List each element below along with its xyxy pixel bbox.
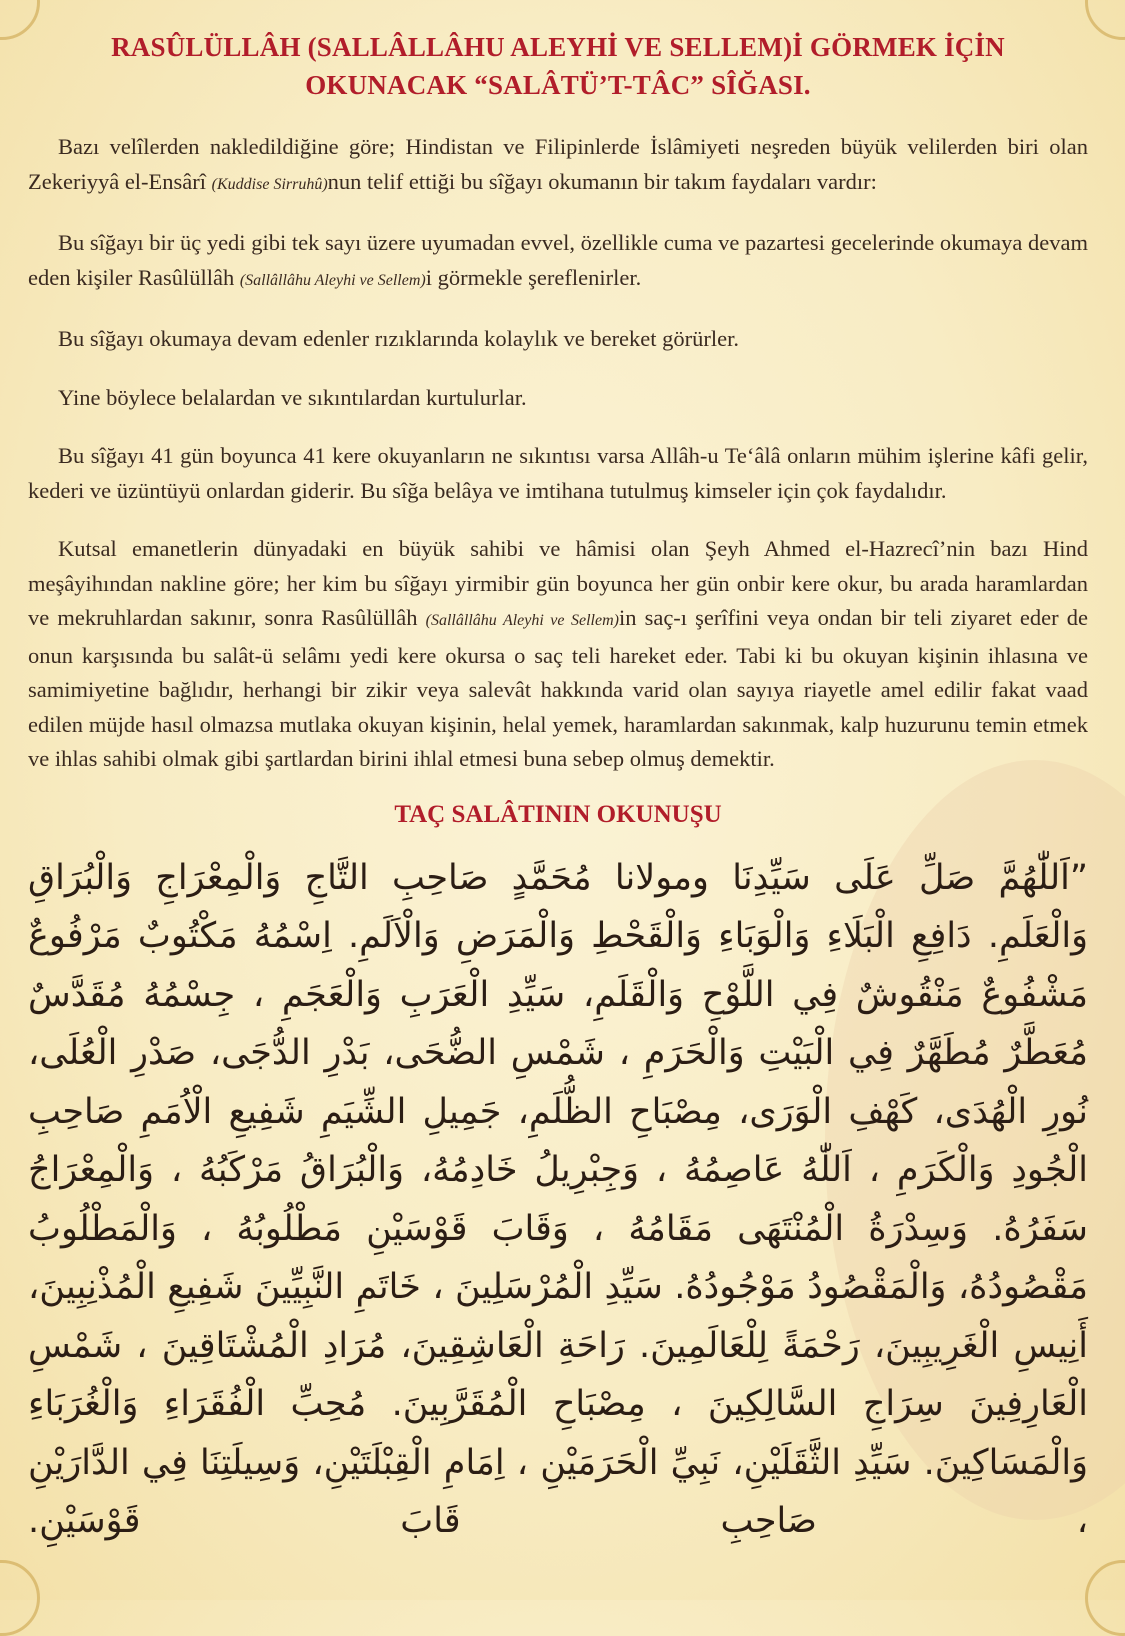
arabic-prayer-text: ”اَللّٰهُمَّ صَلِّ عَلَى سَيِّدِنَا ومولانا مُحَمَّدٍ صَاحِبِ التَّاجِ وَالْمِعْرَاجِ وَالْبُرَاقِ وَالْعَلَمِ. دَافِعِ الْبَلَاءِ وَالْوَبَاءِ وَالْقَحْطِ وَالْمَرَضِ وَالْاَلَمِ. اِسْمُهُ مَكْتُوبٌ مَرْفُوعٌ مَشْفُوعٌ مَنْقُوشٌ فِي اللَّوْحِ وَالْقَلَمِ، سَيِّدِ الْعَرَبِ وَالْعَجَمِ ، جِسْمُهُ مُقَدَّسٌ مُعَطَّرٌ مُطَهَّرٌ فِي الْبَيْتِ وَالْحَرَمِ ، شَمْسِ الضُّحَى، بَدْرِ الدُّجَى، صَدْرِ الْعُلَى، نُورِ الْهُدَى، كَهْفِ الْوَرَى، مِصْبَاحِ الظُّلَمِ، جَمِيلِ الشِّيَمِ شَفِيعِ الْاُمَمِ صَاحِبِ الْجُودِ وَالْكَرَمِ ، اَللّٰهُ عَاصِمُهُ ، وَجِبْرِيلُ خَادِمُهُ، وَالْبُرَاقُ مَرْكَبُهُ ، وَالْمِعْرَاجُ سَفَرُهُ. وَسِدْرَةُ الْمُنْتَهَى مَقَامُهُ ، وَقَابَ قَوْسَيْنِ مَطْلُوبُهُ ، وَالْمَطْلُوبُ مَقْصُودُهُ، وَالْمَقْصُودُ مَوْجُودُهُ. سَيِّدِ الْمُرْسَلِينَ ، خَاتَمِ النَّبِيِّينَ شَفِيعِ الْمُذْنِبِينَ، أَنِيسِ الْغَرِيبِينَ، رَحْمَةً لِلْعَالَمِينَ. رَاحَةِ الْعَاشِقِينَ، مُرَادِ الْمُشْتَاقِينَ ، شَمْسِ الْعَارِفِينَ سِرَاجِ السَّالِكِينَ ، مِصْبَاحِ الْمُقَرَّبِينَ. مُحِبِّ الْفُقَرَاءِ وَالْغُرَبَاءِ وَالْمَسَاكِينَ. سَيِّدِ الثَّقَلَيْنِ، نَبِيِّ الْحَرَمَيْنِ ، اِمَامِ الْقِبْلَتَيْنِ، وَسِيلَتِنَا فِي الدَّارَيْنِ ، صَاحِبِ قَابَ قَوْسَيْنِ. — [28, 857, 1088, 1541]
corner-ornament-bottom-left — [0, 1560, 40, 1636]
paragraph-2-text-a: Bu sîğayı bir üç yedi gibi tek sayı üzere uyumadan evvel, özellikle cuma ve pazartesi gecelerinde okumaya devam eden kişiler Rasûlüllâh — [28, 230, 1088, 290]
paragraph-4: Yine böylece belalardan ve sıkıntılardan kurtulurlar. — [58, 384, 527, 410]
document-page — [28, 28, 1088, 1551]
paragraph-2-text-b: i görmekle şereflenirler. — [425, 264, 642, 290]
page-title — [28, 28, 1088, 104]
paragraph-1-text-a: Bazı velîlerden nakledildiğine göre; Hindistan ve Filipinlerde İslâmiyeti neşreden büyük velilerden biri olan Zekeriyyâ el-Ensârî — [28, 134, 1088, 194]
paragraph-1-honorific: (Kuddise Sirruhû) — [211, 175, 328, 193]
paragraph-6-text-a: Kutsal emanetlerin dünyadaki en büyük sahibi ve hâmisi olan Şeyh Ahmed el-Hazrecî’nin bazı Hind meşâyihından nakline göre; her kim bu sîğayı yirmibir gün boyunca her gün onbir kere okur, bu arada haramlardan ve mekruhlardan sakınır, sonra Rasûlüllâh — [28, 536, 1088, 630]
paragraph-6-honorific: (Sallâllâhu Aleyhi ve Sellem) — [425, 612, 619, 629]
body-text — [28, 130, 1088, 777]
corner-ornament-top-right — [1085, 0, 1125, 40]
paragraph-2 — [28, 226, 1088, 298]
paragraph-6 — [28, 532, 1088, 777]
paragraph-5: Bu sîğayı 41 gün boyunca 41 kere okuyanların ne sıkıntısı varsa Allâh-u Te‘âlâ onların mühim işlerine kâfi gelir, kederi ve üzüntüyü onlardan giderir. Bu sîğa belâya ve imtihana tutulmuş kimseler için çok faydalıdır. — [28, 443, 1088, 503]
section-heading: TAÇ SALÂTININ OKUNUŞU — [394, 800, 722, 828]
paragraph-3: Bu sîğayı okumaya devam edenler rızıklarında kolaylık ve bereket görürler. — [58, 326, 740, 351]
paragraph-6-text-b: in saç-ı şerîfini veya ondan bir teli ziyaret eder de onun karşısında bu salât-ü selâmı yedi kere okursa o saç teli hareket eder. Tabi ki bu okuyan kişinin ihlasına ve samimiyetine bağlıdır, herhangi bir zikir veya salevât hakkında varid olan sayıya riayetle amel edilir fakat vaad edilen müjde hasıl olmazsa mutlaka okuyan kişinin, helal yemek, haramlardan sakınmak, kalp huzurunu temin etmek ve ihlas sahibi olmak gibi şartlardan birini ihlal etmesi buna sebep olmuş demektir. — [28, 605, 1088, 771]
page-title-line-2: OKUNACAK “SALÂTÜ’T-TÂC” SÎĞASI. — [305, 70, 811, 100]
paragraph-2-honorific: (Sallâllâhu Aleyhi ve Sellem) — [239, 271, 426, 289]
paragraph-1 — [28, 130, 1088, 202]
page-title-line-1: RASÛLÜLLÂH (SALLÂLLÂHU ALEYHİ VE SELLEM)İ GÖRMEK İÇİN — [111, 32, 1005, 62]
paragraph-1-text-b: nun telif ettiği bu sîğayı okumanın bir takım faydaları vardır: — [327, 168, 877, 194]
corner-ornament-bottom-right — [1085, 1560, 1125, 1636]
